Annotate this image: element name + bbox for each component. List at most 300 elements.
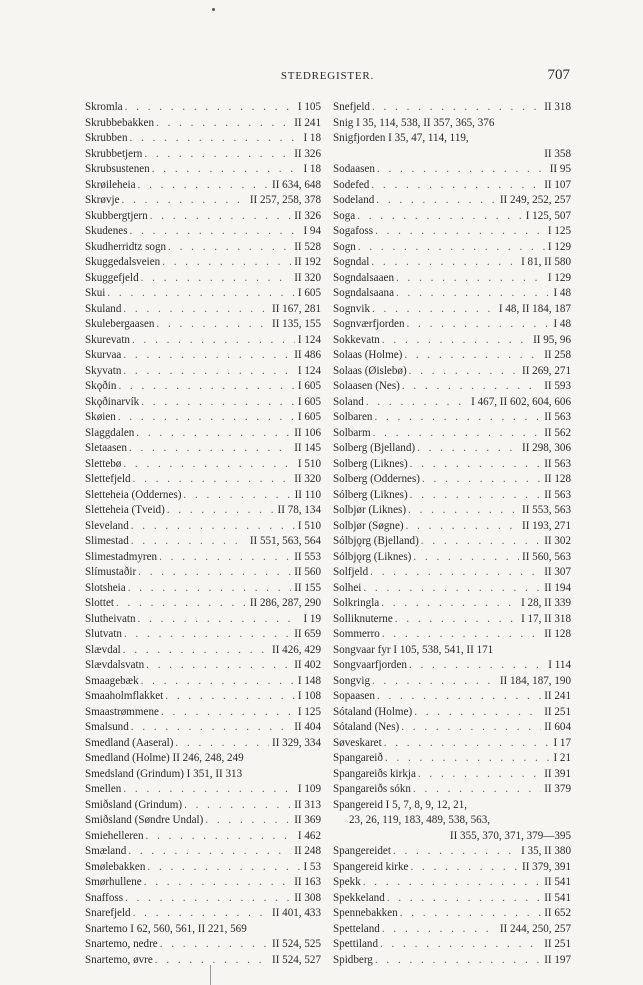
entry-place-name: Smalsund: [85, 721, 129, 733]
index-entry: [333, 565, 571, 581]
entry-text: Smedsland (Grindum) I 351, II 313: [85, 767, 243, 780]
index-entry: [333, 674, 571, 690]
entry-place-name: Slutvatn: [85, 628, 122, 640]
entry-page-refs: II 528: [294, 240, 321, 253]
entry-place-name: Solbjør (Liknes): [333, 504, 407, 516]
entry-place-name: Skǫðin: [85, 380, 117, 392]
leader-dots: [375, 162, 547, 178]
index-entry: [333, 689, 571, 705]
leader-dots: [356, 240, 545, 256]
entry-page-refs: II 249, 252, 257: [499, 194, 571, 206]
index-entry: [333, 379, 571, 395]
entry-place-name: Slimestad: [85, 535, 129, 547]
leader-dots: [380, 333, 530, 349]
leader-dots: [371, 426, 542, 442]
index-entry: [85, 565, 321, 581]
entry-place-name: Skubbergtjern: [85, 209, 148, 222]
entry-page-refs: II 553: [294, 550, 321, 563]
index-entry: [85, 147, 321, 163]
entry-page-refs: I 124: [297, 333, 321, 346]
entry-place-name: Spangereidet: [333, 845, 391, 857]
entry-text: Snig I 35, 114, 538, II 357, 365, 376: [333, 116, 495, 129]
index-entry: [333, 255, 571, 271]
index-entry: [333, 627, 571, 643]
leader-dots: [114, 596, 247, 612]
entry-page-refs: I 125: [297, 705, 321, 718]
leader-dots: [369, 178, 541, 194]
index-entry: [85, 255, 321, 271]
entry-place-name: Sólbjǫrg (Liknes): [333, 550, 412, 563]
entry-page-refs: I 48, II 184, 187: [498, 302, 571, 315]
entry-page-refs: II 563: [544, 457, 571, 470]
entry-text: II 355, 370, 371, 379—395: [449, 829, 571, 842]
index-entry: [85, 271, 321, 287]
index-entry: [85, 302, 321, 318]
leader-dots: [404, 519, 519, 535]
index-entry: [85, 441, 321, 457]
entry-place-name: Snartemo, øvre: [85, 953, 153, 966]
leader-dots: [123, 100, 295, 116]
index-entry: [85, 581, 321, 597]
entry-place-name: Solaas (Øislebø): [333, 364, 407, 377]
entry-place-name: Skulebergaasen: [85, 318, 155, 330]
entry-page-refs: II 391: [544, 767, 571, 780]
entry-page-refs: I 53: [303, 860, 321, 873]
index-entry: [85, 488, 321, 504]
binding-edge: [210, 965, 211, 985]
leader-dots: [408, 457, 542, 473]
index-entry: [333, 860, 571, 876]
index-entry: [85, 705, 321, 721]
index-entry: [333, 751, 571, 767]
entry-page-refs: I 129: [547, 271, 571, 284]
entry-place-name: Smørhullene: [85, 876, 142, 888]
leader-dots: [380, 922, 497, 938]
index-entry: [333, 953, 571, 969]
index-entry: [85, 689, 321, 705]
entry-place-name: Soga: [333, 209, 356, 222]
index-entry: [85, 674, 321, 690]
entry-page-refs: II 248: [294, 845, 321, 857]
entry-page-refs: II 193, 271: [522, 519, 571, 532]
entry-place-name: Skrubbebakken: [85, 116, 155, 129]
index-entry: [85, 596, 321, 612]
entry-page-refs: II 241: [544, 690, 571, 702]
leader-dots: [154, 317, 269, 333]
index-entry: [333, 891, 571, 907]
index-entry: [85, 333, 321, 349]
entry-place-name: Solaas (Holme): [333, 349, 403, 361]
leader-dots: [370, 302, 496, 318]
index-entry: [333, 178, 571, 194]
leader-dots: [136, 565, 291, 581]
index-entry: [333, 875, 571, 891]
entry-page-refs: II 184, 187, 190: [499, 674, 571, 687]
entry-page-refs: II 145: [294, 442, 321, 454]
entry-place-name: Slævdal: [85, 643, 121, 656]
entry-page-refs: I 605: [297, 380, 321, 392]
leader-dots: [391, 844, 518, 860]
entry-place-name: Snaffoss: [85, 891, 124, 904]
index-entry: [333, 658, 571, 674]
entry-page-refs: I 467, II 602, 604, 606: [471, 395, 571, 408]
entry-place-name: Skrøileheia: [85, 178, 136, 191]
index-entry: [333, 937, 571, 953]
index-entry: [85, 937, 321, 953]
index-entry: [333, 782, 571, 798]
index-entry: [85, 658, 321, 674]
leader-dots: [398, 906, 541, 922]
entry-place-name: Smaastrømmene: [85, 705, 159, 718]
leader-dots: [378, 937, 541, 953]
leader-dots: [394, 286, 550, 302]
leader-dots: [129, 519, 295, 535]
leader-dots: [136, 178, 269, 194]
entry-place-name: Solkringla: [333, 597, 380, 609]
entry-place-name: Slettebø: [85, 457, 122, 470]
entry-place-name: Spetteland: [333, 922, 380, 935]
entry-page-refs: I 21: [553, 752, 571, 764]
page-mark: [212, 8, 215, 11]
index-column-right: [333, 100, 571, 968]
entry-text: Snigfjorden I 35, 47, 114, 119,: [333, 132, 469, 144]
page-header: [85, 67, 570, 86]
entry-page-refs: II 401, 433: [272, 907, 321, 919]
entry-page-refs: I 28, II 339: [521, 597, 571, 609]
leader-dots: [368, 565, 541, 581]
index-entry: [333, 100, 571, 116]
index-entry: [333, 736, 571, 752]
entry-place-name: Sogndalsaaen: [333, 271, 394, 284]
leader-dots: [373, 224, 545, 240]
index-entry: [85, 891, 321, 907]
entry-place-name: Songvig: [333, 674, 370, 687]
entry-page-refs: II 652: [544, 907, 571, 919]
entry-place-name: Spangareiðs kirkja: [333, 767, 416, 780]
entry-page-refs: I 114: [548, 659, 571, 671]
index-entry: [333, 798, 571, 814]
leader-dots: [105, 286, 295, 302]
index-entry: [85, 875, 321, 891]
index-entry: [85, 364, 321, 380]
index-entry: [333, 333, 571, 349]
leader-dots: [128, 131, 301, 147]
entry-place-name: Spettiland: [333, 938, 378, 950]
index-entry: [333, 488, 571, 504]
index-entry: [333, 271, 571, 287]
entry-page-refs: II 197: [544, 953, 571, 966]
entry-place-name: Skuggefjeld: [85, 271, 139, 284]
entry-place-name: Sognvik: [333, 302, 370, 315]
leader-dots: [380, 627, 541, 643]
entry-page-refs: II 486: [294, 349, 321, 361]
entry-page-refs: I 108: [297, 690, 321, 702]
entry-page-refs: II 634, 648: [272, 178, 321, 191]
entry-place-name: Solhei: [333, 581, 362, 594]
leader-dots: [411, 782, 541, 798]
index-entry: [85, 782, 321, 798]
index-entry: [333, 317, 571, 333]
entry-page-refs: II 369: [294, 814, 321, 826]
leader-dots: [394, 271, 545, 287]
index-entry: [333, 472, 571, 488]
entry-page-refs: II 320: [294, 473, 321, 485]
entry-page-refs: II 563: [544, 488, 571, 501]
leader-dots: [127, 441, 291, 457]
entry-page-refs: II 379, 391: [522, 860, 571, 873]
entry-page-refs: I 105: [297, 101, 321, 113]
leader-dots: [415, 441, 519, 457]
index-entry: [85, 627, 321, 643]
index-entry: [333, 767, 571, 783]
entry-page-refs: II 95, 96: [533, 333, 571, 346]
leader-dots: [145, 860, 300, 876]
index-entry: [85, 860, 321, 876]
leader-dots: [126, 844, 291, 860]
entry-page-refs: I 18: [303, 163, 321, 175]
index-entry: [85, 116, 321, 132]
leader-dots: [116, 410, 295, 426]
entry-place-name: Skrubbetjern: [85, 147, 143, 160]
entry-page-refs: I 48: [553, 287, 571, 299]
entry-page-refs: I 109: [297, 783, 321, 795]
index-entry: [333, 147, 571, 163]
leader-dots: [399, 720, 541, 736]
index-entry: [85, 131, 321, 147]
entry-place-name: Solberg (Bjelland): [333, 442, 416, 454]
index-entry: [333, 813, 571, 829]
index-entry: [85, 922, 321, 938]
leader-dots: [121, 364, 295, 380]
entry-page-refs: I 125: [547, 225, 571, 237]
leader-dots: [131, 906, 269, 922]
entry-page-refs: II 269, 271: [522, 364, 571, 377]
entry-place-name: Smiðsland (Søndre Undal): [85, 814, 204, 826]
index-entry: [333, 503, 571, 519]
entry-place-name: Sommerro: [333, 628, 380, 640]
index-entry: [333, 705, 571, 721]
leader-dots: [130, 333, 295, 349]
index-entry: [85, 379, 321, 395]
entry-text: Smedland (Holme) II 246, 248, 249: [85, 752, 244, 764]
index-entry: [333, 395, 571, 411]
entry-page-refs: II 329, 334: [272, 736, 321, 749]
index-entry: [85, 612, 321, 628]
leader-dots: [374, 193, 497, 209]
entry-place-name: Skuggedalsveien: [85, 256, 161, 268]
entry-place-name: Smedland (Aaseral): [85, 736, 174, 749]
entry-place-name: Spekk: [333, 876, 361, 888]
entry-page-refs: I 81, II 580: [521, 256, 571, 268]
entry-place-name: Spidberg: [333, 953, 373, 966]
leader-dots: [121, 782, 295, 798]
leader-dots: [121, 348, 291, 364]
leader-dots: [361, 581, 541, 597]
entry-place-name: Skyvatn: [85, 364, 122, 377]
entry-page-refs: I 17, II 318: [521, 612, 571, 625]
entry-place-name: Slaggdalen: [85, 426, 135, 439]
entry-place-name: Slottet: [85, 597, 114, 609]
index-entry: [333, 131, 571, 147]
index-entry: [333, 348, 571, 364]
leader-dots: [419, 534, 541, 550]
leader-dots: [144, 829, 295, 845]
leader-dots: [121, 457, 295, 473]
entry-page-refs: II 562: [544, 426, 571, 439]
entry-place-name: Skǫðinarvík: [85, 395, 140, 408]
leader-dots: [139, 271, 292, 287]
index-entry: [85, 767, 321, 783]
index-entry: [85, 224, 321, 240]
leader-dots: [148, 209, 292, 225]
leader-dots: [416, 767, 541, 783]
entry-page-refs: II 326: [294, 147, 321, 160]
leader-dots: [369, 255, 518, 271]
index-entry: [333, 922, 571, 938]
index-entry: [85, 844, 321, 860]
entry-place-name: Søveskaret: [333, 736, 382, 749]
index-entry: [333, 550, 571, 566]
entry-place-name: Slímustaðir: [85, 566, 137, 578]
page-number: 707: [547, 67, 570, 83]
leader-dots: [160, 255, 291, 271]
entry-place-name: Skuland: [85, 302, 122, 315]
index-entry: [85, 410, 321, 426]
entry-page-refs: II 563: [544, 411, 571, 423]
entry-place-name: Sodefed: [333, 178, 370, 191]
entry-page-refs: II 604: [544, 721, 571, 733]
entry-place-name: Skui: [85, 287, 106, 299]
leader-dots: [165, 503, 275, 519]
leader-dots: [372, 410, 541, 426]
entry-page-refs: II 192: [294, 256, 321, 268]
entry-place-name: Sletaasen: [85, 442, 127, 454]
leader-dots: [121, 302, 269, 318]
index-entry: [333, 534, 571, 550]
entry-place-name: Sogndalsaana: [333, 287, 394, 299]
entry-page-refs: II 560, 563: [522, 550, 571, 563]
entry-place-name: Smaagebæk: [85, 674, 139, 687]
index-entry: [85, 829, 321, 845]
leader-dots: [123, 891, 291, 907]
leader-dots: [355, 209, 523, 225]
leader-dots: [181, 488, 291, 504]
entry-place-name: Spangereid kirke: [333, 860, 409, 873]
leader-dots: [139, 395, 295, 411]
leader-dots: [400, 379, 541, 395]
index-entry: [85, 906, 321, 922]
index-entry: [333, 193, 571, 209]
entry-place-name: Solbarm: [333, 426, 371, 439]
leader-dots: [150, 162, 301, 178]
index-entry: [333, 286, 571, 302]
index-entry: [85, 534, 321, 550]
index-entry: [333, 581, 571, 597]
entry-place-name: Sólberg (Liknes): [333, 488, 408, 501]
leader-dots: [142, 875, 291, 891]
leader-dots: [411, 550, 519, 566]
entry-page-refs: II 258: [544, 349, 571, 361]
entry-place-name: Smaaholmflakket: [85, 690, 164, 702]
entry-place-name: Solberg (Liknes): [333, 457, 408, 470]
entry-place-name: Skrubsustenen: [85, 163, 150, 175]
entry-page-refs: I 125, 507: [525, 209, 571, 222]
entry-place-name: Skøien: [85, 411, 116, 423]
index-entry: [333, 643, 571, 659]
entry-place-name: Songvaarfjorden: [333, 659, 407, 671]
entry-page-refs: I 605: [297, 287, 321, 299]
leader-dots: [139, 674, 295, 690]
entry-page-refs: I 124: [297, 364, 321, 377]
leader-dots: [144, 658, 291, 674]
leader-dots: [129, 534, 247, 550]
index-entry: [85, 519, 321, 535]
leader-dots: [383, 751, 551, 767]
leader-dots: [122, 627, 291, 643]
entry-place-name: Sopaasen: [333, 690, 375, 702]
leader-dots: [412, 705, 541, 721]
entry-page-refs: II 307: [544, 566, 571, 578]
leader-dots: [128, 224, 301, 240]
leader-dots: [203, 813, 291, 829]
entry-place-name: Sogafoss: [333, 225, 374, 237]
index-entry: [333, 224, 571, 240]
entry-place-name: Skrøvje: [85, 194, 120, 206]
leader-dots: [408, 488, 542, 504]
index-entry: [85, 286, 321, 302]
leader-dots: [173, 736, 269, 752]
entry-page-refs: II 257, 258, 378: [249, 194, 321, 206]
entry-page-refs: II 524, 527: [272, 953, 321, 966]
leader-dots: [382, 736, 551, 752]
entry-place-name: Smølebakken: [85, 860, 146, 873]
leader-dots: [364, 395, 468, 411]
index-entry: [85, 953, 321, 969]
entry-place-name: Soland: [333, 395, 364, 408]
index-entry: [85, 643, 321, 659]
entry-page-refs: I 148: [297, 674, 321, 687]
entry-page-refs: II 426, 429: [272, 643, 321, 656]
leader-dots: [407, 364, 519, 380]
entry-place-name: Slævdalsvatn: [85, 659, 145, 671]
index-entry: [333, 596, 571, 612]
entry-page-refs: II 286, 287, 290: [249, 597, 321, 609]
index-entry: [85, 720, 321, 736]
entry-page-refs: II 524, 525: [272, 938, 321, 950]
entry-place-name: Solliknuterne: [333, 612, 393, 625]
leader-dots: [154, 116, 291, 132]
index-entry: [333, 519, 571, 535]
entry-place-name: Spangareiðs sókn: [333, 783, 411, 795]
index-entry: [85, 503, 321, 519]
entry-page-refs: II 541: [544, 891, 571, 904]
index-entry: [333, 612, 571, 628]
index-entry: [333, 209, 571, 225]
entry-place-name: Smiðsland (Grindum): [85, 798, 183, 811]
entry-page-refs: II 244, 250, 257: [499, 922, 571, 935]
entry-place-name: Snefjeld: [333, 101, 370, 113]
entry-place-name: Sletteheia (Oddernes): [85, 488, 182, 501]
entry-page-refs: II 320: [294, 271, 321, 284]
index-entry: [85, 472, 321, 488]
entry-place-name: Solbjør (Søgne): [333, 519, 404, 532]
index-entry: [85, 209, 321, 225]
entry-place-name: Snartemo, nedre: [85, 938, 158, 950]
entry-place-name: Smellen: [85, 783, 122, 795]
entry-place-name: Solfjeld: [333, 566, 369, 578]
entry-page-refs: II 302: [544, 535, 571, 547]
entry-page-refs: II 95: [549, 163, 571, 175]
